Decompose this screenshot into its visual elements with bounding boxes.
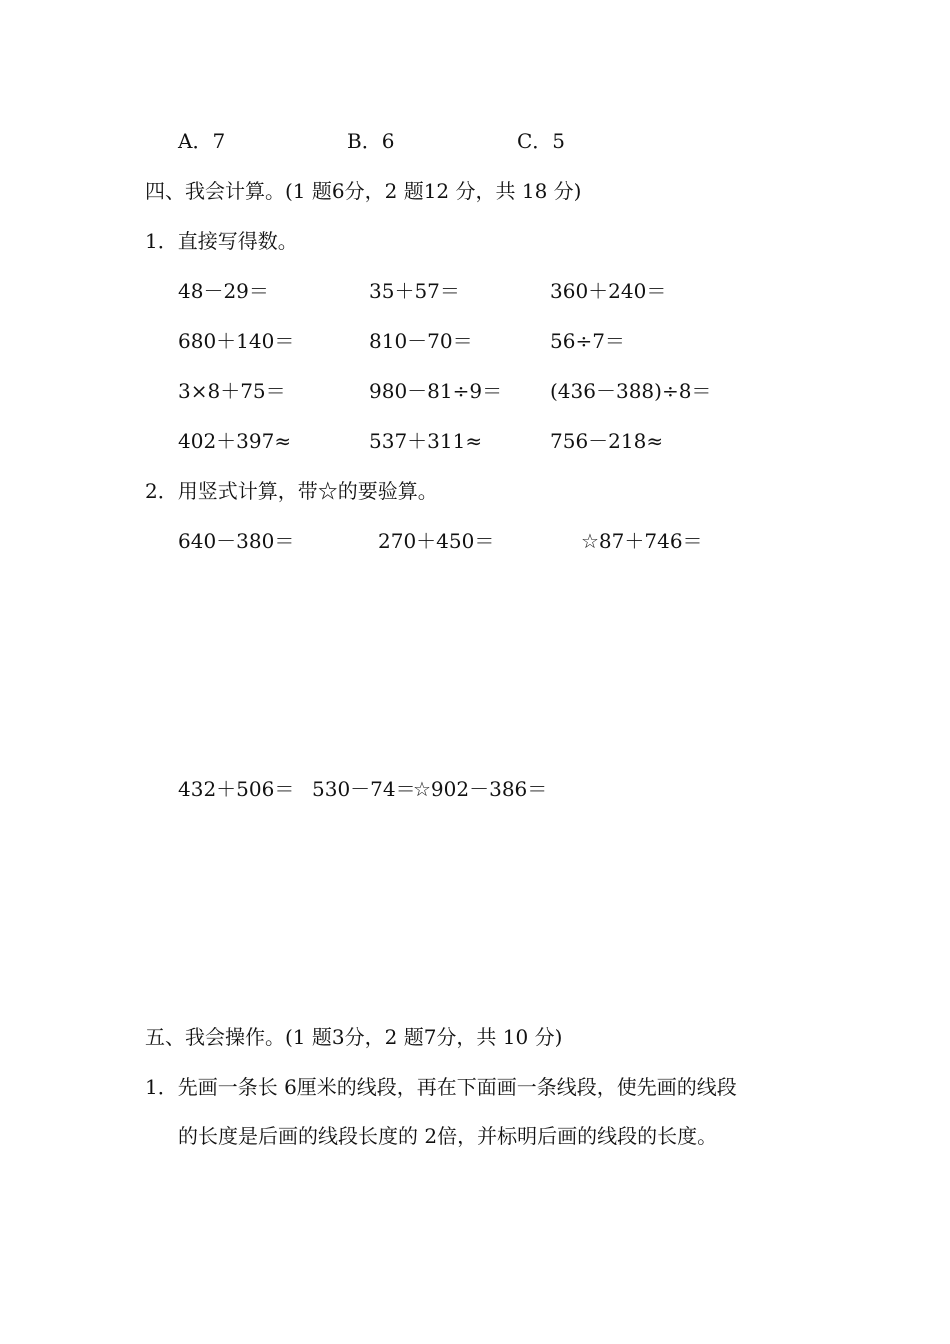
problem-cell: ☆87＋746＝ xyxy=(581,529,703,553)
problem-cell: 432＋506＝ xyxy=(178,777,295,801)
s5-q1-line-1: 1．先画一条长 6厘米的线段，再在下面画一条线段，使先画的线段 xyxy=(145,1075,737,1099)
problem-cell: 680＋140＝ xyxy=(178,329,295,353)
s5-q1-line-2: 的长度是后画的线段长度的 2倍，并标明后画的线段的长度。 xyxy=(178,1124,718,1148)
problem-cell: 48－29＝ xyxy=(178,279,269,303)
problem-cell: 402＋397≈ xyxy=(178,429,292,453)
problem-cell: 360＋240＝ xyxy=(550,279,667,303)
problem-cell: 756－218≈ xyxy=(550,429,664,453)
q1-title: 1．直接写得数。 xyxy=(145,229,298,253)
option-b: B．6 xyxy=(347,129,395,153)
problem-cell: 56÷7＝ xyxy=(550,329,625,353)
q2-title: 2．用竖式计算，带☆的要验算。 xyxy=(145,479,438,503)
section-4-heading: 四、我会计算。(1 题6分，2 题12 分，共 18 分) xyxy=(145,179,582,203)
problem-cell: 640－380＝ xyxy=(178,529,295,553)
option-a: A．7 xyxy=(178,129,226,153)
problem-cell: 537＋311≈ xyxy=(369,429,483,453)
problem-cell: 810－70＝ xyxy=(369,329,473,353)
problem-cell: 3×8＋75＝ xyxy=(178,379,286,403)
problem-cell: 530－74＝ xyxy=(312,777,416,801)
problem-cell: ☆902－386＝ xyxy=(413,777,548,801)
problem-cell: (436－388)÷8＝ xyxy=(550,379,712,403)
problem-cell: 35＋57＝ xyxy=(369,279,460,303)
section-5-heading: 五、我会操作。(1 题3分，2 题7分，共 10 分) xyxy=(145,1025,563,1049)
problem-cell: 980－81÷9＝ xyxy=(369,379,503,403)
problem-cell: 270＋450＝ xyxy=(378,529,495,553)
option-c: C．5 xyxy=(517,129,566,153)
